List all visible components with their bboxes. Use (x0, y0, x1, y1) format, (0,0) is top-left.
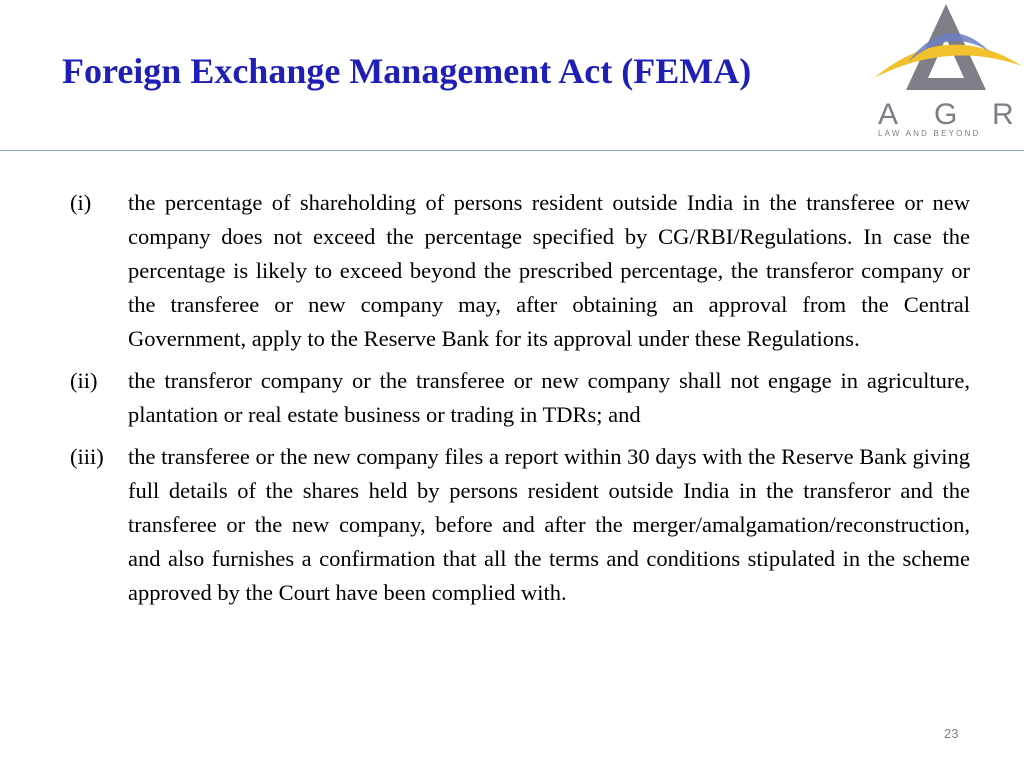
agr-logo (868, 0, 1024, 140)
logo-letter-g: G (934, 98, 958, 131)
provision-item (70, 364, 970, 432)
agr-logo-mark (868, 0, 1024, 140)
item-text: the percentage of shareholding of persons resident outside India in the transferee or new company does not exceed the percentage specified by CG/RBI/Regulations. In case the percentage is likely to exceed beyond the prescribed percentage, the transferor company or the transferee or new company may, after obtaining an approval from the Central Government, apply to the Reserve Bank for its approval under these Regulations. (128, 190, 970, 351)
page-number: 23 (944, 726, 959, 741)
provision-list (70, 186, 970, 618)
provision-item (70, 440, 970, 610)
logo-tagline: LAW AND BEYOND (878, 129, 981, 138)
logo-letter-r: R (992, 98, 1014, 131)
item-number: (iii) (70, 444, 104, 469)
provision-item (70, 186, 970, 356)
slide-title: Foreign Exchange Management Act (FEMA) (62, 51, 752, 91)
header-divider (0, 150, 1024, 151)
item-text: the transferee or the new company files a report within 30 days with the Reserve Bank giving full details of the shares held by persons resident outside India in the transferor and the transferee or the new company, before and after the merger/amalgamation/reconstruction, and also furnishes a confirmation that all the terms and conditions stipulated in the scheme approved by the Court have been complied with. (128, 444, 970, 605)
item-number: (ii) (70, 368, 98, 393)
item-text: the transferor company or the transferee or new company shall not engage in agriculture, plantation or real estate business or trading in TDRs; and (128, 368, 970, 427)
logo-letter-a: A (878, 98, 899, 131)
item-number: (i) (70, 190, 92, 215)
